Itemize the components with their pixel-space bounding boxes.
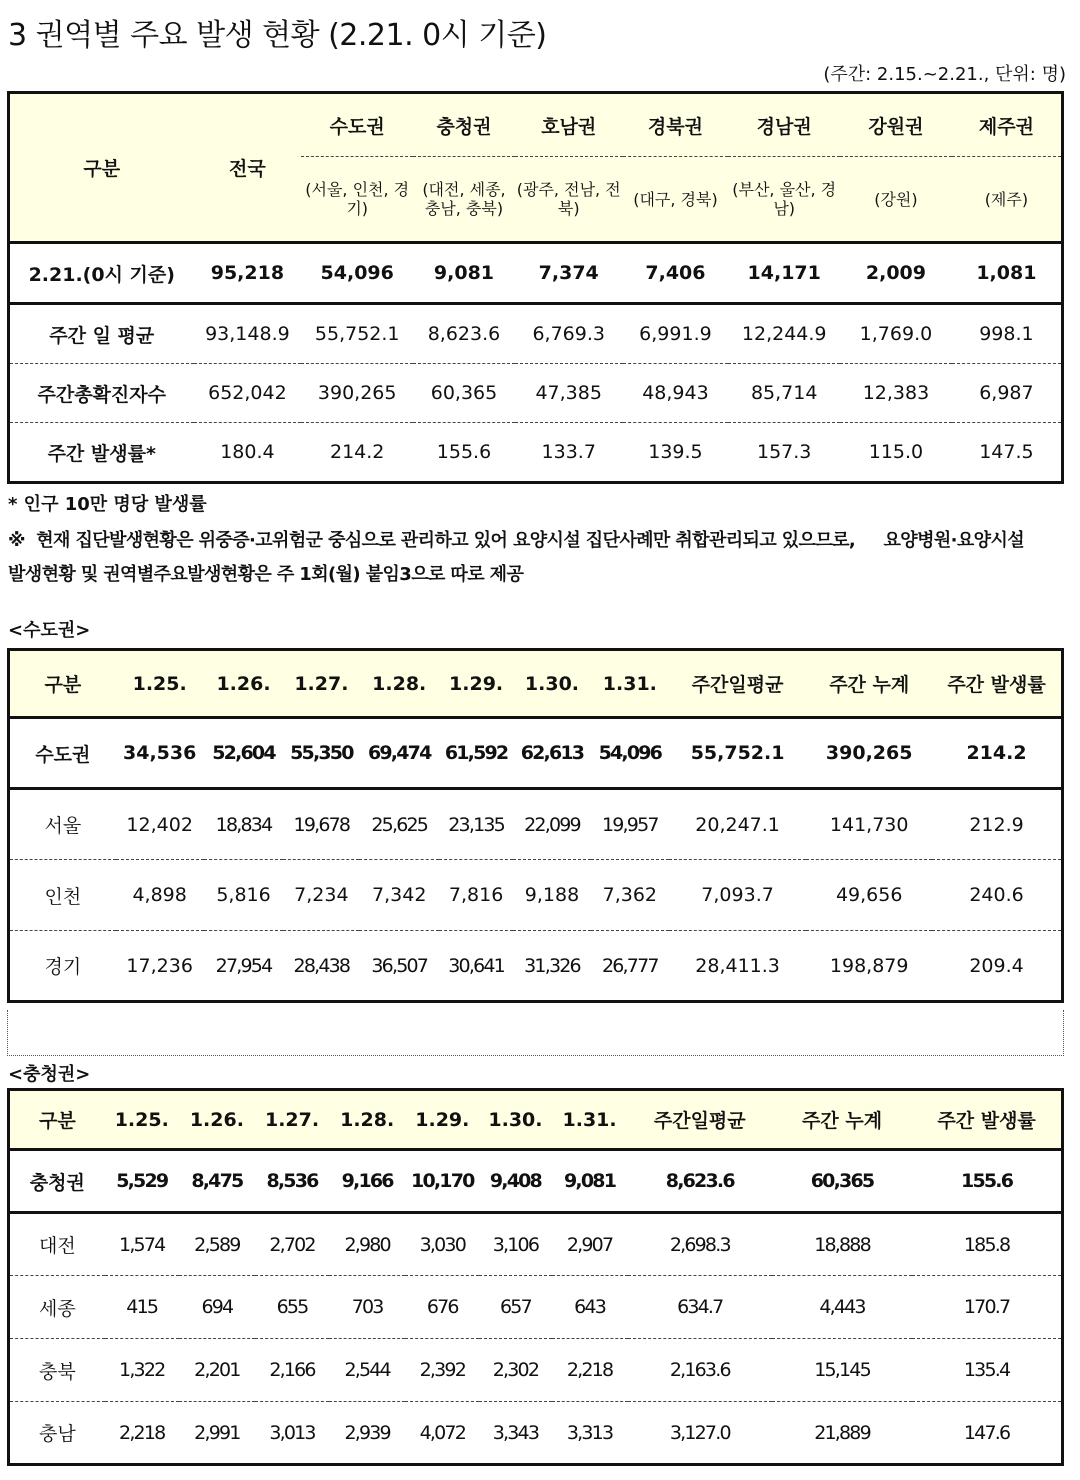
column-header: 1.30. <box>513 650 591 718</box>
cell-value: 7,234 <box>283 860 359 931</box>
header-region: 경북권 <box>623 93 729 157</box>
capital-region-table <box>7 648 1064 1003</box>
cell-value: 54,096 <box>301 243 413 304</box>
cell-value: 198,879 <box>829 954 909 977</box>
row-label: 수도권 <box>9 718 116 789</box>
column-header: 주간 발생률 <box>932 650 1062 718</box>
table-row <box>9 1213 1063 1276</box>
header-region: 수도권 <box>301 93 413 157</box>
cell-value: 180.4 <box>220 441 275 463</box>
cell-value: 157.3 <box>757 441 812 463</box>
chungcheong-region-table <box>7 1088 1064 1466</box>
column-header: 주간일평균 <box>628 1090 772 1150</box>
cell-value: 7,342 <box>359 860 439 931</box>
table-header-row <box>9 1090 1063 1150</box>
cell-value: 214.2 <box>932 718 1062 789</box>
cell-value: 54,096 <box>591 718 669 789</box>
table-row <box>9 1276 1063 1339</box>
cell-value: 2,939 <box>344 1421 390 1444</box>
header-region-sub: (대구, 경북) <box>623 157 729 243</box>
cell-value: 12,402 <box>116 789 204 860</box>
column-header: 1.26. <box>179 1090 255 1150</box>
cell-value: 2,980 <box>329 1213 405 1276</box>
cell-value: 655 <box>255 1276 329 1339</box>
cell-value: 147.6 <box>963 1421 1010 1444</box>
cell-value: 8,623.6 <box>413 304 515 364</box>
cell-value: 85,714 <box>728 364 840 423</box>
header-region-sub: (광주, 전남, 전북) <box>515 157 623 243</box>
cell-value: 7,816 <box>439 860 513 931</box>
table-row <box>9 1339 1063 1402</box>
cell-value: 7,406 <box>623 243 729 304</box>
cell-value: 4,443 <box>772 1276 912 1339</box>
cell-value: 3,013 <box>269 1421 315 1444</box>
cell-value: 2,392 <box>405 1339 479 1402</box>
cell-value: 2,163.6 <box>628 1339 772 1402</box>
column-header: 1.25. <box>105 1090 179 1150</box>
cell-value: 31,326 <box>524 954 580 977</box>
cell-value: 185.8 <box>912 1213 1062 1276</box>
section-label-capital: <수도권> <box>8 620 91 641</box>
cell-value: 2,702 <box>255 1213 329 1276</box>
cell-value: 18,888 <box>772 1213 912 1276</box>
header-region-sub: (서울, 인천, 경기) <box>301 157 413 243</box>
cell-value: 55,752.1 <box>301 304 413 364</box>
cell-value: 14,171 <box>728 243 840 304</box>
column-header: 1.25. <box>116 650 204 718</box>
row-label: 경기 <box>44 956 82 978</box>
cell-value: 998.1 <box>952 304 1063 364</box>
cell-value: 9,081 <box>413 243 515 304</box>
column-header: 1.29. <box>439 650 513 718</box>
cell-value: 55,752.1 <box>669 718 807 789</box>
column-header: 1.27. <box>255 1090 329 1150</box>
cell-value: 61,592 <box>439 718 513 789</box>
cell-value: 15,145 <box>772 1339 912 1402</box>
header-region-sub: (제주) <box>952 157 1063 243</box>
footnote: * 인구 10만 명당 발생률 <box>8 494 207 515</box>
cell-value: 2,698.3 <box>628 1213 772 1276</box>
cell-value: 3,343 <box>492 1421 539 1444</box>
row-label: 2.21.(0시 기준) <box>9 243 194 304</box>
cell-value: 19,678 <box>283 789 359 860</box>
cell-value: 36,507 <box>371 954 428 977</box>
cell-value: 2,009 <box>840 243 952 304</box>
cell-value: 25,625 <box>359 789 439 860</box>
cell-value: 5,529 <box>105 1150 179 1213</box>
column-header: 주간 발생률 <box>912 1090 1062 1150</box>
column-header: 1.26. <box>204 650 284 718</box>
header-region: 경남권 <box>728 93 840 157</box>
cell-value: 28,411.3 <box>695 954 780 977</box>
header-region: 충청권 <box>413 93 515 157</box>
column-header: 1.30. <box>479 1090 551 1150</box>
row-label: 주간총확진자수 <box>9 364 194 423</box>
cell-value: 676 <box>405 1276 479 1339</box>
column-header: 주간 누계 <box>806 650 932 718</box>
cell-value: 212.9 <box>932 789 1062 860</box>
cell-value: 240.6 <box>932 860 1062 931</box>
cell-value: 139.5 <box>648 441 703 463</box>
column-header: 1.28. <box>359 650 439 718</box>
cell-value: 95,218 <box>194 243 302 304</box>
header-region-sub: (대전, 세종, 충남, 충북) <box>413 157 515 243</box>
cell-value: 10,170 <box>405 1150 479 1213</box>
header-region: 제주권 <box>952 93 1063 157</box>
remark-line-1: ※ 현재 집단발생현황은 위중증·고위험군 중심으로 관리하고 있어 요양시설 집단사례만 취합관리되고 있으므로, 요양병원·요양시설 <box>8 530 1025 551</box>
cell-value: 7,362 <box>591 860 669 931</box>
cell-value: 8,536 <box>255 1150 329 1213</box>
cell-value: 3,106 <box>479 1213 551 1276</box>
cell-value: 115.0 <box>868 441 924 463</box>
cell-value: 209.4 <box>969 954 1024 977</box>
table-row <box>9 243 1063 304</box>
table-row <box>9 304 1063 364</box>
table-row <box>9 931 1063 1002</box>
cell-value: 155.6 <box>436 441 492 463</box>
column-header: 1.28. <box>329 1090 405 1150</box>
cell-value: 55,350 <box>283 718 359 789</box>
header-region-sub: (부산, 울산, 경남) <box>728 157 840 243</box>
row-label: 주간 발생률* <box>47 442 156 465</box>
cell-value: 22,099 <box>513 789 591 860</box>
column-header: 구분 <box>9 650 116 718</box>
cell-value: 3,313 <box>566 1421 613 1444</box>
cell-value: 69,474 <box>359 718 439 789</box>
cell-value: 170.7 <box>912 1276 1062 1339</box>
column-header: 1.27. <box>283 650 359 718</box>
table-row <box>9 364 1063 423</box>
cell-value: 643 <box>552 1276 628 1339</box>
row-label: 충청권 <box>9 1150 105 1213</box>
remark-line-2: 발생현황 및 권역별주요발생현황은 주 1회(월) 붙임3으로 따로 제공 <box>8 564 524 585</box>
cell-value: 17,236 <box>126 954 193 977</box>
row-label: 대전 <box>9 1213 105 1276</box>
cell-value: 2,302 <box>479 1339 551 1402</box>
cell-value: 19,957 <box>591 789 669 860</box>
cell-value: 155.6 <box>912 1150 1062 1213</box>
header-category: 구분 <box>9 93 194 243</box>
cell-value: 6,987 <box>952 364 1063 423</box>
column-header: 1.31. <box>552 1090 628 1150</box>
table-row <box>9 423 1063 483</box>
cell-value: 652,042 <box>194 364 302 423</box>
cell-value: 34,536 <box>116 718 204 789</box>
cell-value: 1,322 <box>105 1339 179 1402</box>
column-header: 1.31. <box>591 650 669 718</box>
cell-value: 3,127.0 <box>669 1421 730 1444</box>
column-header: 1.29. <box>405 1090 479 1150</box>
cell-value: 390,265 <box>301 364 413 423</box>
cell-value: 28,438 <box>293 954 350 977</box>
cell-value: 21,889 <box>814 1421 870 1444</box>
cell-value: 12,383 <box>840 364 952 423</box>
cell-value: 47,385 <box>515 364 623 423</box>
cell-value: 214.2 <box>330 441 385 463</box>
cell-value: 2,218 <box>119 1421 165 1444</box>
cell-value: 415 <box>105 1276 179 1339</box>
cell-value: 62,613 <box>513 718 591 789</box>
cell-value: 2,544 <box>329 1339 405 1402</box>
table-row <box>9 1402 1063 1465</box>
cell-value: 4,072 <box>419 1421 465 1444</box>
row-label: 세종 <box>9 1276 105 1339</box>
cell-value: 4,898 <box>116 860 204 931</box>
cell-value: 9,408 <box>479 1150 551 1213</box>
cell-value: 147.5 <box>979 441 1034 463</box>
cell-value: 7,374 <box>515 243 623 304</box>
table-row <box>9 1150 1063 1213</box>
cell-value: 9,188 <box>513 860 591 931</box>
cell-value: 5,816 <box>204 860 284 931</box>
table-row <box>9 789 1063 860</box>
header-region: 강원권 <box>840 93 952 157</box>
row-label: 주간 일 평균 <box>9 304 194 364</box>
cell-value: 703 <box>329 1276 405 1339</box>
cell-value: 20,247.1 <box>669 789 807 860</box>
cell-value: 7,093.7 <box>669 860 807 931</box>
cell-value: 9,081 <box>552 1150 628 1213</box>
cell-value: 2,201 <box>179 1339 255 1402</box>
cell-value: 2,907 <box>552 1213 628 1276</box>
cell-value: 23,135 <box>439 789 513 860</box>
cell-value: 8,623.6 <box>628 1150 772 1213</box>
cell-value: 48,943 <box>623 364 729 423</box>
cell-value: 12,244.9 <box>728 304 840 364</box>
cell-value: 2,589 <box>179 1213 255 1276</box>
column-header: 구분 <box>9 1090 105 1150</box>
cell-value: 634.7 <box>628 1276 772 1339</box>
page-title: 3 권역별 주요 발생 현황 (2.21. 0시 기준) <box>8 18 547 53</box>
cell-value: 141,730 <box>806 789 932 860</box>
table-row <box>9 718 1063 789</box>
cell-value: 694 <box>179 1276 255 1339</box>
unit-note: (주간: 2.15.~2.21., 단위: 명) <box>823 64 1066 85</box>
header-national: 전국 <box>194 93 302 243</box>
cell-value: 49,656 <box>806 860 932 931</box>
cell-value: 9,166 <box>329 1150 405 1213</box>
row-label: 인천 <box>9 860 116 931</box>
cell-value: 60,365 <box>413 364 515 423</box>
cell-value: 8,475 <box>179 1150 255 1213</box>
regional-summary-table <box>7 91 1064 484</box>
cell-value: 6,991.9 <box>623 304 729 364</box>
cell-value: 93,148.9 <box>194 304 302 364</box>
cell-value: 390,265 <box>806 718 932 789</box>
table-header-row <box>9 650 1063 718</box>
column-header: 주간 누계 <box>772 1090 912 1150</box>
cell-value: 1,081 <box>952 243 1063 304</box>
row-label: 충북 <box>9 1339 105 1402</box>
cell-value: 30,641 <box>448 954 504 977</box>
cell-value: 3,030 <box>405 1213 479 1276</box>
section-label-chungcheong: <충청권> <box>8 1064 91 1085</box>
cell-value: 6,769.3 <box>515 304 623 364</box>
cell-value: 2,218 <box>552 1339 628 1402</box>
cell-value: 52,604 <box>204 718 284 789</box>
column-header: 주간일평균 <box>669 650 807 718</box>
table-row <box>9 860 1063 931</box>
cell-value: 135.4 <box>912 1339 1062 1402</box>
blank-area <box>7 1010 1064 1056</box>
cell-value: 657 <box>479 1276 551 1339</box>
cell-value: 27,954 <box>215 954 272 977</box>
cell-value: 18,834 <box>204 789 284 860</box>
cell-value: 133.7 <box>541 441 596 463</box>
cell-value: 2,991 <box>194 1421 240 1444</box>
cell-value: 60,365 <box>772 1150 912 1213</box>
row-label: 충남 <box>38 1423 76 1445</box>
cell-value: 2,166 <box>255 1339 329 1402</box>
row-label: 서울 <box>9 789 116 860</box>
cell-value: 1,574 <box>105 1213 179 1276</box>
cell-value: 26,777 <box>601 954 658 977</box>
cell-value: 1,769.0 <box>840 304 952 364</box>
header-region-sub: (강원) <box>840 157 952 243</box>
header-region: 호남권 <box>515 93 623 157</box>
